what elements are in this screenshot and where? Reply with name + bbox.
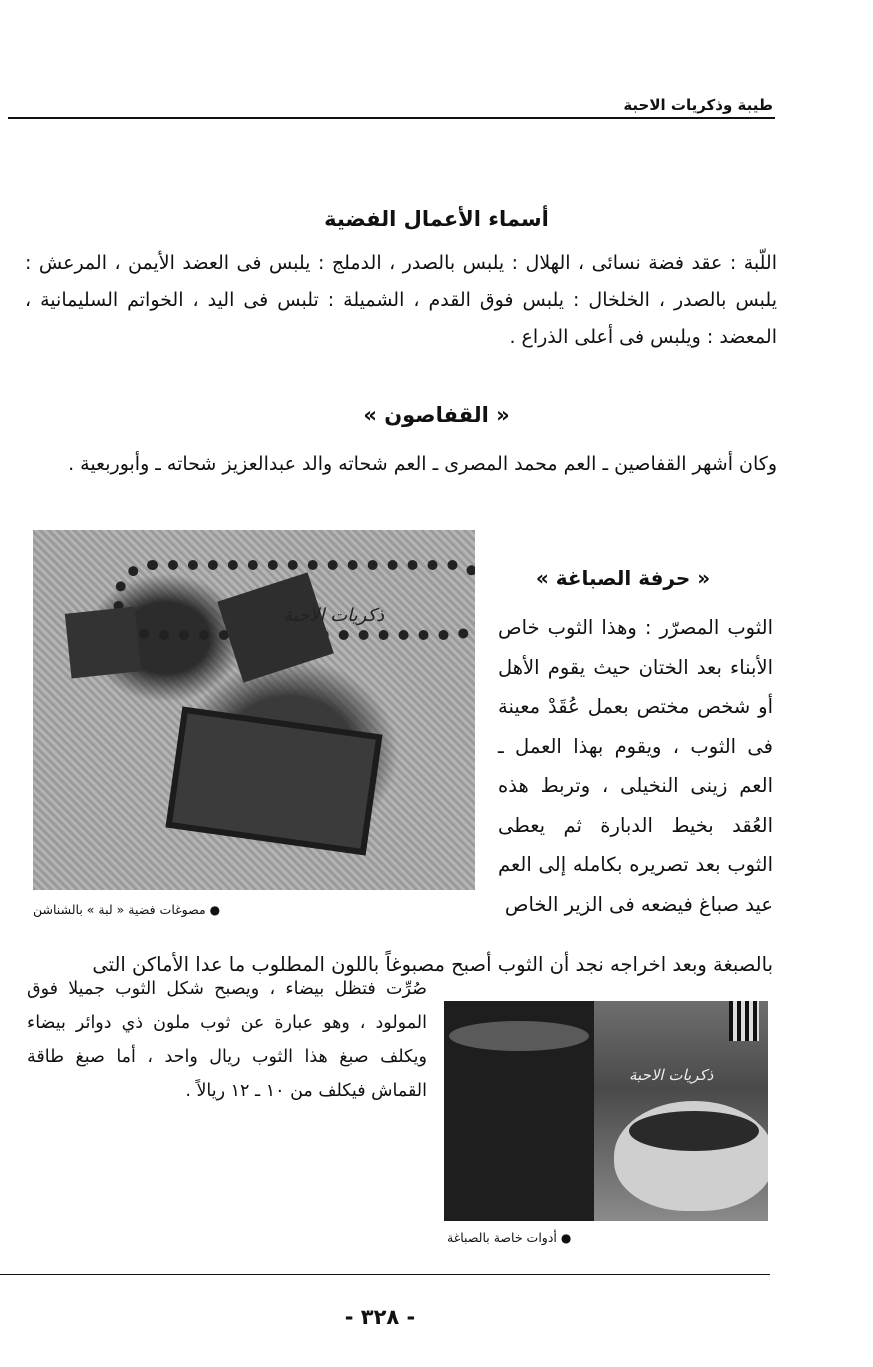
section-text-silver-works [25,245,777,356]
figure-caption-dyeing-tools [447,1230,571,1245]
photo-pendant-shape [65,607,141,679]
paragraph-dyeing-part1: الثوب المصرّر : وهذا الثوب خاص الأبناء بعد الختان حيث يقوم الأهل أو شخص مختص بعمل عُقَدْ معينة فى الثوب ، ويقوم بهذا العمل ـ العم زينى النخيلى ، وتربط هذه العُقد بخيط الدبارة ثم يعطى الثوب بعد تصريره بكامله إلى العم عيد صباغ فيضعه فى الزير الخاص [498,616,773,916]
section-text-dyeing-narrow [498,608,773,924]
photo-amulet-shape [165,707,382,856]
section-heading-dyeing: « حرفة الصباغة » [535,566,711,590]
bullet-icon: ● [209,903,221,917]
paragraph-dyeing-part3: صُرِّت فتظل بيضاء ، ويصبح شكل الثوب جميلا فوق المولود ، وهو عبارة عن ثوب ملون ذي دوائر بيضاء ويكلف صبغ هذا الثوب ريال واحد ، أما صبغ طاقة القماش فيكلف من ١٠ ـ ١٢ ريالاً . [27,979,427,1101]
bullet-icon: ● [560,1231,572,1245]
paragraph-dyeing-part2: بالصبغة وبعد اخراجه نجد أن الثوب أصبح مصبوغاً باللون المطلوب ما عدا الأماكن التى [92,953,773,976]
photo-posts-shape [729,1001,759,1041]
photo-jar-rim-shape [449,1021,589,1051]
figure-silver-jewelry [33,530,475,890]
photo-bowl-inner-shape [629,1111,759,1151]
section-text-basket-makers [17,446,777,483]
header-rule [8,117,775,119]
caption-text: أدوات خاصة بالصباغة [447,1230,557,1245]
footer-rule [0,1274,770,1275]
section-heading-silver-works: أسماء الأعمال الفضية [324,207,549,231]
section-text-dyeing-continue [27,972,427,1108]
figure-caption-silver-jewelry [33,902,220,917]
figure-dyeing-tools [444,1001,768,1221]
paragraph-silver-works: اللّبة : عقد فضة نسائى ، الهلال : يلبس بالصدر ، الدملج : يلبس فى العضد الأيمن ، المرعش : يلبس بالصدر ، الخلخال : يلبس فوق القدم ، الشميلة : تلبس فى اليد ، الخواتم السليمانية ، المعضد : ويلبس فى أعلى الذراع . [25,252,777,348]
running-head: طيبة وذكريات الاحبة [623,96,773,114]
page-number: - ٣٢٨ - [344,1305,416,1329]
photo-signature: ذكريات الاحبة [629,1066,714,1084]
caption-text: مصوغات فضية « لبة » بالشناشن [33,902,206,917]
section-heading-basket-makers: « القفاصون » [363,403,510,427]
paragraph-basket-makers: وكان أشهر القفاصين ـ العم محمد المصرى ـ العم شحاته والد عبدالعزيز شحاته ـ وأبوربعية . [68,453,777,475]
photo-signature: ذكريات الاحبة [283,605,385,626]
